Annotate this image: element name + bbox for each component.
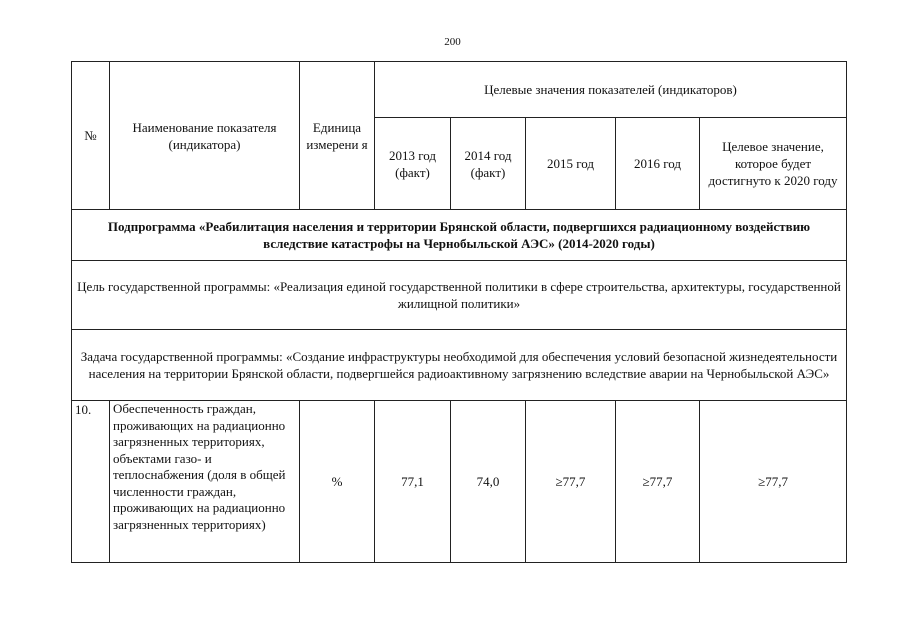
header-target-values: Целевые значения показателей (индикаторов) bbox=[375, 62, 847, 118]
table-row bbox=[72, 401, 847, 563]
header-year-2016: 2016 год bbox=[616, 118, 700, 210]
header-year-2014: 2014 год (факт) bbox=[451, 118, 526, 210]
header-indicator-name: Наименование показателя (индикатора) bbox=[110, 62, 300, 210]
subprogram-title: Подпрограмма «Реабилитация населения и территории Брянской области, подвергшихся радиационному воздействию вследствие катастрофы на Чернобыльской АЭС» (2014-2020 годы) bbox=[72, 210, 847, 261]
header-year-2015: 2015 год bbox=[526, 118, 616, 210]
indicators-table bbox=[71, 61, 847, 563]
page-number: 200 bbox=[444, 36, 461, 48]
value-2013: 77,1 bbox=[375, 401, 451, 563]
value-2016: ≥77,7 bbox=[616, 401, 700, 563]
value-2020-target: ≥77,7 bbox=[700, 401, 847, 563]
program-goal: Цель государственной программы: «Реализация единой государственной политики в сфере строительства, архитектуры, государственной жилищной политики» bbox=[72, 261, 847, 330]
header-unit: Единица измерени я bbox=[300, 62, 375, 210]
header-target-2020: Целевое значение, которое будет достигнуто к 2020 году bbox=[700, 118, 847, 210]
header-year-2013: 2013 год (факт) bbox=[375, 118, 451, 210]
value-2014: 74,0 bbox=[451, 401, 526, 563]
program-task: Задача государственной программы: «Создание инфраструктуры необходимой для обеспечения условий безопасной жизнедеятельности населения на территории Брянской области, подвергшейся радиоактивному загрязнению вследствие аварии на Чернобыльской АЭС» bbox=[72, 330, 847, 401]
indicator-unit: % bbox=[300, 401, 375, 563]
indicator-name: Обеспеченность граждан, проживающих на радиационно загрязненных территориях, объектами газо- и теплоснабжения (доля в общей численности граждан, проживающих на радиационно загрязненных территориях) bbox=[110, 401, 300, 563]
header-num: № bbox=[72, 62, 110, 210]
value-2015: ≥77,7 bbox=[526, 401, 616, 563]
row-number: 10. bbox=[72, 401, 110, 563]
